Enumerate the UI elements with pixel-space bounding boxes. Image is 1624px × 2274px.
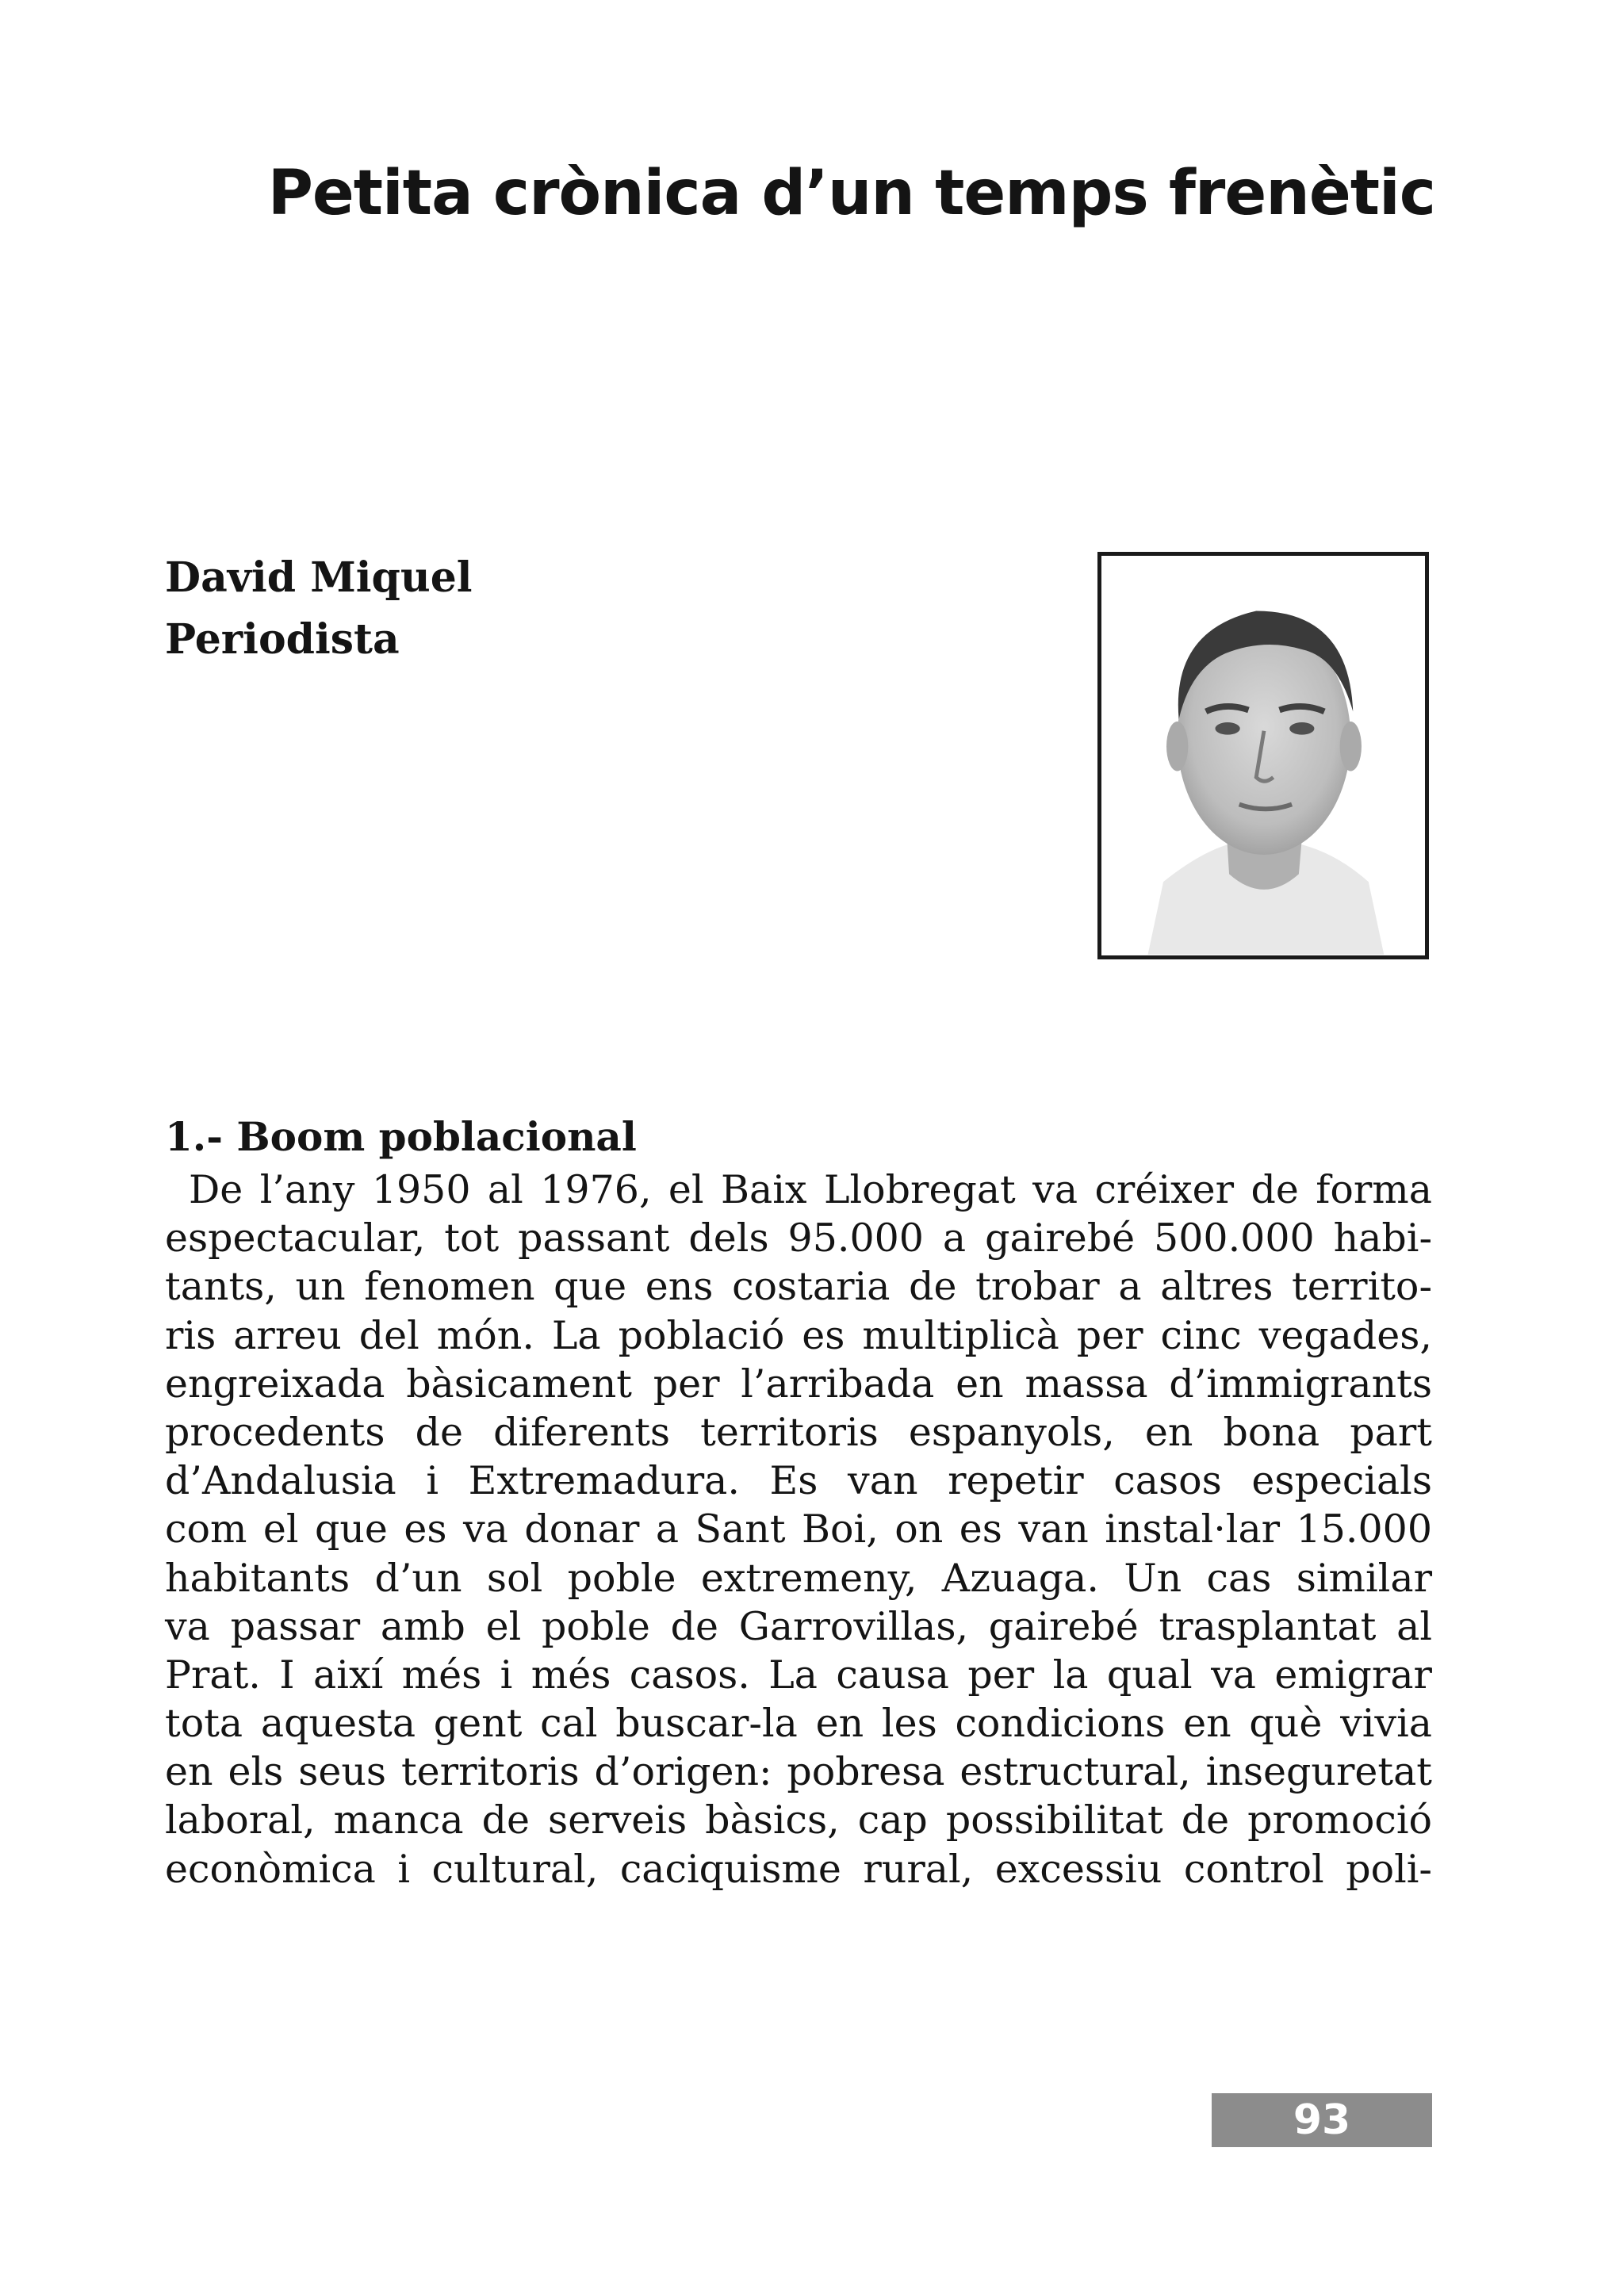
paragraph-line: espectacular, tot passant dels 95.000 a gairebé 500.000 habi- <box>165 1215 1432 1261</box>
author-photo <box>1097 552 1429 959</box>
paragraph-line: en els seus territoris d’origen: pobresa estructural, inseguretat <box>165 1749 1432 1795</box>
author-portrait-icon <box>1101 556 1425 955</box>
paragraph-line: laboral, manca de serveis bàsics, cap possibilitat de promoció <box>165 1797 1432 1843</box>
paragraph-line: econòmica i cultural, caciquisme rural, excessiu control poli- <box>165 1846 1432 1892</box>
page-title: Petita crònica d’un temps frenètic <box>267 158 1435 229</box>
body-paragraph <box>165 1166 1432 1893</box>
paragraph-line: com el que es va donar a Sant Boi, on es van instal·lar 15.000 <box>165 1506 1432 1552</box>
paragraph-line: tota aquesta gent cal buscar-la en les condicions en què vivia <box>165 1701 1432 1747</box>
paragraph-line: va passar amb el poble de Garrovillas, gairebé trasplantat al <box>165 1603 1432 1649</box>
author-name: David Miquel <box>165 553 473 602</box>
paragraph-line: Prat. I així més i més casos. La causa per la qual va emigrar <box>165 1652 1432 1698</box>
paragraph-line: d’Andalusia i Extremadura. Es van repetir casos especials <box>165 1458 1432 1504</box>
page-number: 93 <box>1212 2093 1432 2147</box>
paragraph-line: tants, un fenomen que ens costaria de trobar a altres territo- <box>165 1264 1432 1310</box>
paragraph-line: procedents de diferents territoris espanyols, en bona part <box>165 1409 1432 1455</box>
paragraph-line: ris arreu del món. La població es multiplicà per cinc vegades, <box>165 1312 1432 1358</box>
paragraph-line: De l’any 1950 al 1976, el Baix Llobregat va créixer de forma <box>189 1167 1432 1212</box>
author-role: Periodista <box>165 615 400 664</box>
section-heading: 1.- Boom poblacional <box>165 1113 637 1160</box>
author-block <box>165 547 473 671</box>
paragraph-line: engreixada bàsicament per l’arribada en massa d’immigrants <box>165 1361 1432 1407</box>
paragraph-line: habitants d’un sol poble extremeny, Azuaga. Un cas similar <box>165 1555 1432 1601</box>
